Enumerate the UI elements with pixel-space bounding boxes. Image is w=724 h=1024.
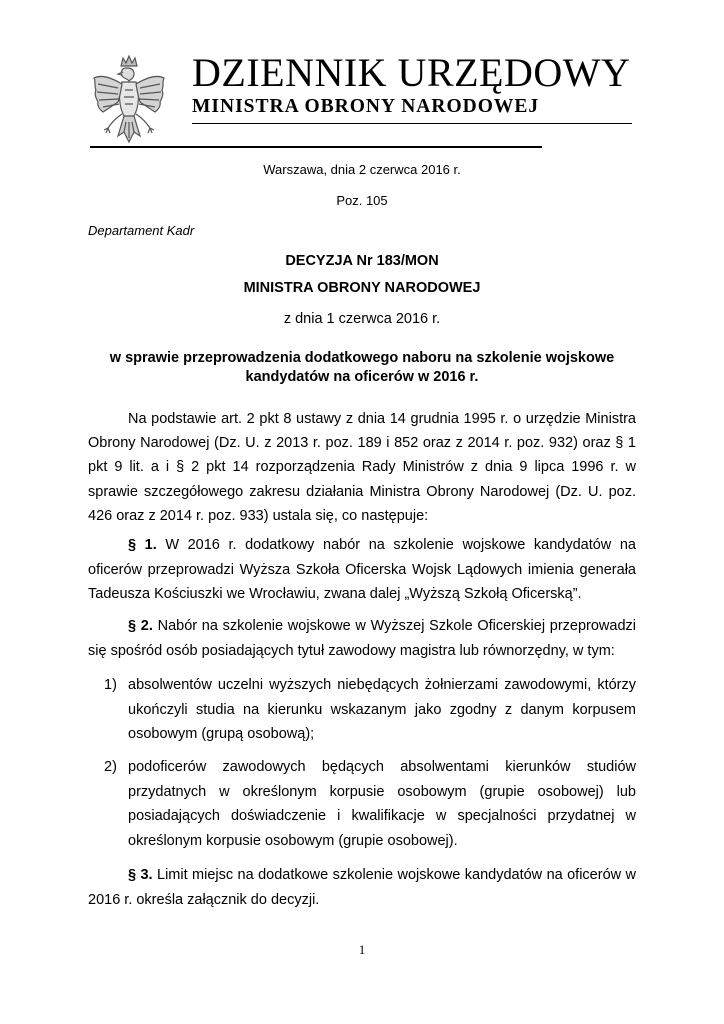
section-2-text: Nabór na szkolenie wojskowe w Wyższej Szkole Oficerskiej przeprowadzi się spośród osób posiadających tytuł zawodowy magistra lub równorzędny, w tym:: [88, 618, 636, 659]
decision-issuer: MINISTRA OBRONY NARODOWEJ: [243, 280, 481, 296]
masthead-rule: [192, 123, 632, 124]
section-1-text: W 2016 r. dodatkowy nabór na szkolenie wojskowe kandydatów na oficerów przeprowadzi Wyższa Szkoła Oficerska Wojsk Lądowych imienia generała Tadeusza Kościuszki we Wrocławiu, zwana dalej „Wyższą Szkołą Oficerską”.: [88, 537, 636, 602]
section-1-label: § 1.: [128, 537, 157, 553]
decision-subject-line-2: kandydatów na oficerów w 2016 r.: [245, 369, 479, 385]
place-date: Warszawa, dnia 2 czerwca 2016 r.: [263, 162, 461, 177]
polish-eagle-emblem-icon: [88, 52, 170, 152]
header-divider: [90, 146, 542, 148]
section-3-text: Limit miejsc na dodatkowe szkolenie wojskowe kandydatów na oficerów w 2016 r. określa załącznik do decyzji.: [88, 867, 636, 908]
section-2-label: § 2.: [128, 618, 153, 634]
list-item-number: 2): [104, 759, 117, 775]
list-item-text: absolwentów uczelni wyższych niebędących żołnierzami zawodowymi, którzy ukończyli studia na kierunku wskazanym jako zgodny z danym korpusem osobowym (grupą osobową);: [128, 677, 636, 742]
page-number: 1: [358, 942, 366, 957]
decision-date: z dnia 1 czerwca 2016 r.: [283, 311, 441, 327]
section-1: [88, 533, 636, 607]
list-item-number: 1): [104, 677, 117, 693]
section-2: [88, 614, 636, 663]
list-item-text: podoficerów zawodowych będących absolwentami kierunków studiów przydatnych w określonym korpusie osobowym (grupie osobowej) lub posiadających doświadczenie i kwalifikacje w specjalności przydatnej w określonym korpusie osobowym (grupie osobowej).: [128, 759, 636, 849]
decision-subject-line-1: w sprawie przeprowadzenia dodatkowego naboru na szkolenie wojskowe: [109, 350, 615, 366]
decision-number: DECYZJA Nr 183/MON: [285, 253, 439, 269]
department-name: Departament Kadr: [88, 223, 195, 238]
section-3: [88, 863, 636, 912]
journal-subtitle: MINISTRA OBRONY NARODOWEJ: [192, 96, 540, 117]
section-3-label: § 3.: [128, 867, 153, 883]
preamble-paragraph: Na podstawie art. 2 pkt 8 ustawy z dnia 14 grudnia 1995 r. o urzędzie Ministra Obrony Narodowej (Dz. U. z 2013 r. poz. 189 i 852 oraz z 2014 r. poz. 932) oraz § 1 pkt 9 lit. a i § 2 pkt 14 rozporządzenia Rady Ministrów z dnia 9 lipca 1996 r. w sprawie szczegółowego zakresu działania Ministra Obrony Narodowej (Dz. U. poz. 426 oraz z 2014 r. poz. 933) ustala się, co następuje:: [88, 411, 636, 524]
position-number: Poz. 105: [336, 193, 388, 208]
journal-title: DZIENNIK URZĘDOWY: [192, 50, 631, 95]
